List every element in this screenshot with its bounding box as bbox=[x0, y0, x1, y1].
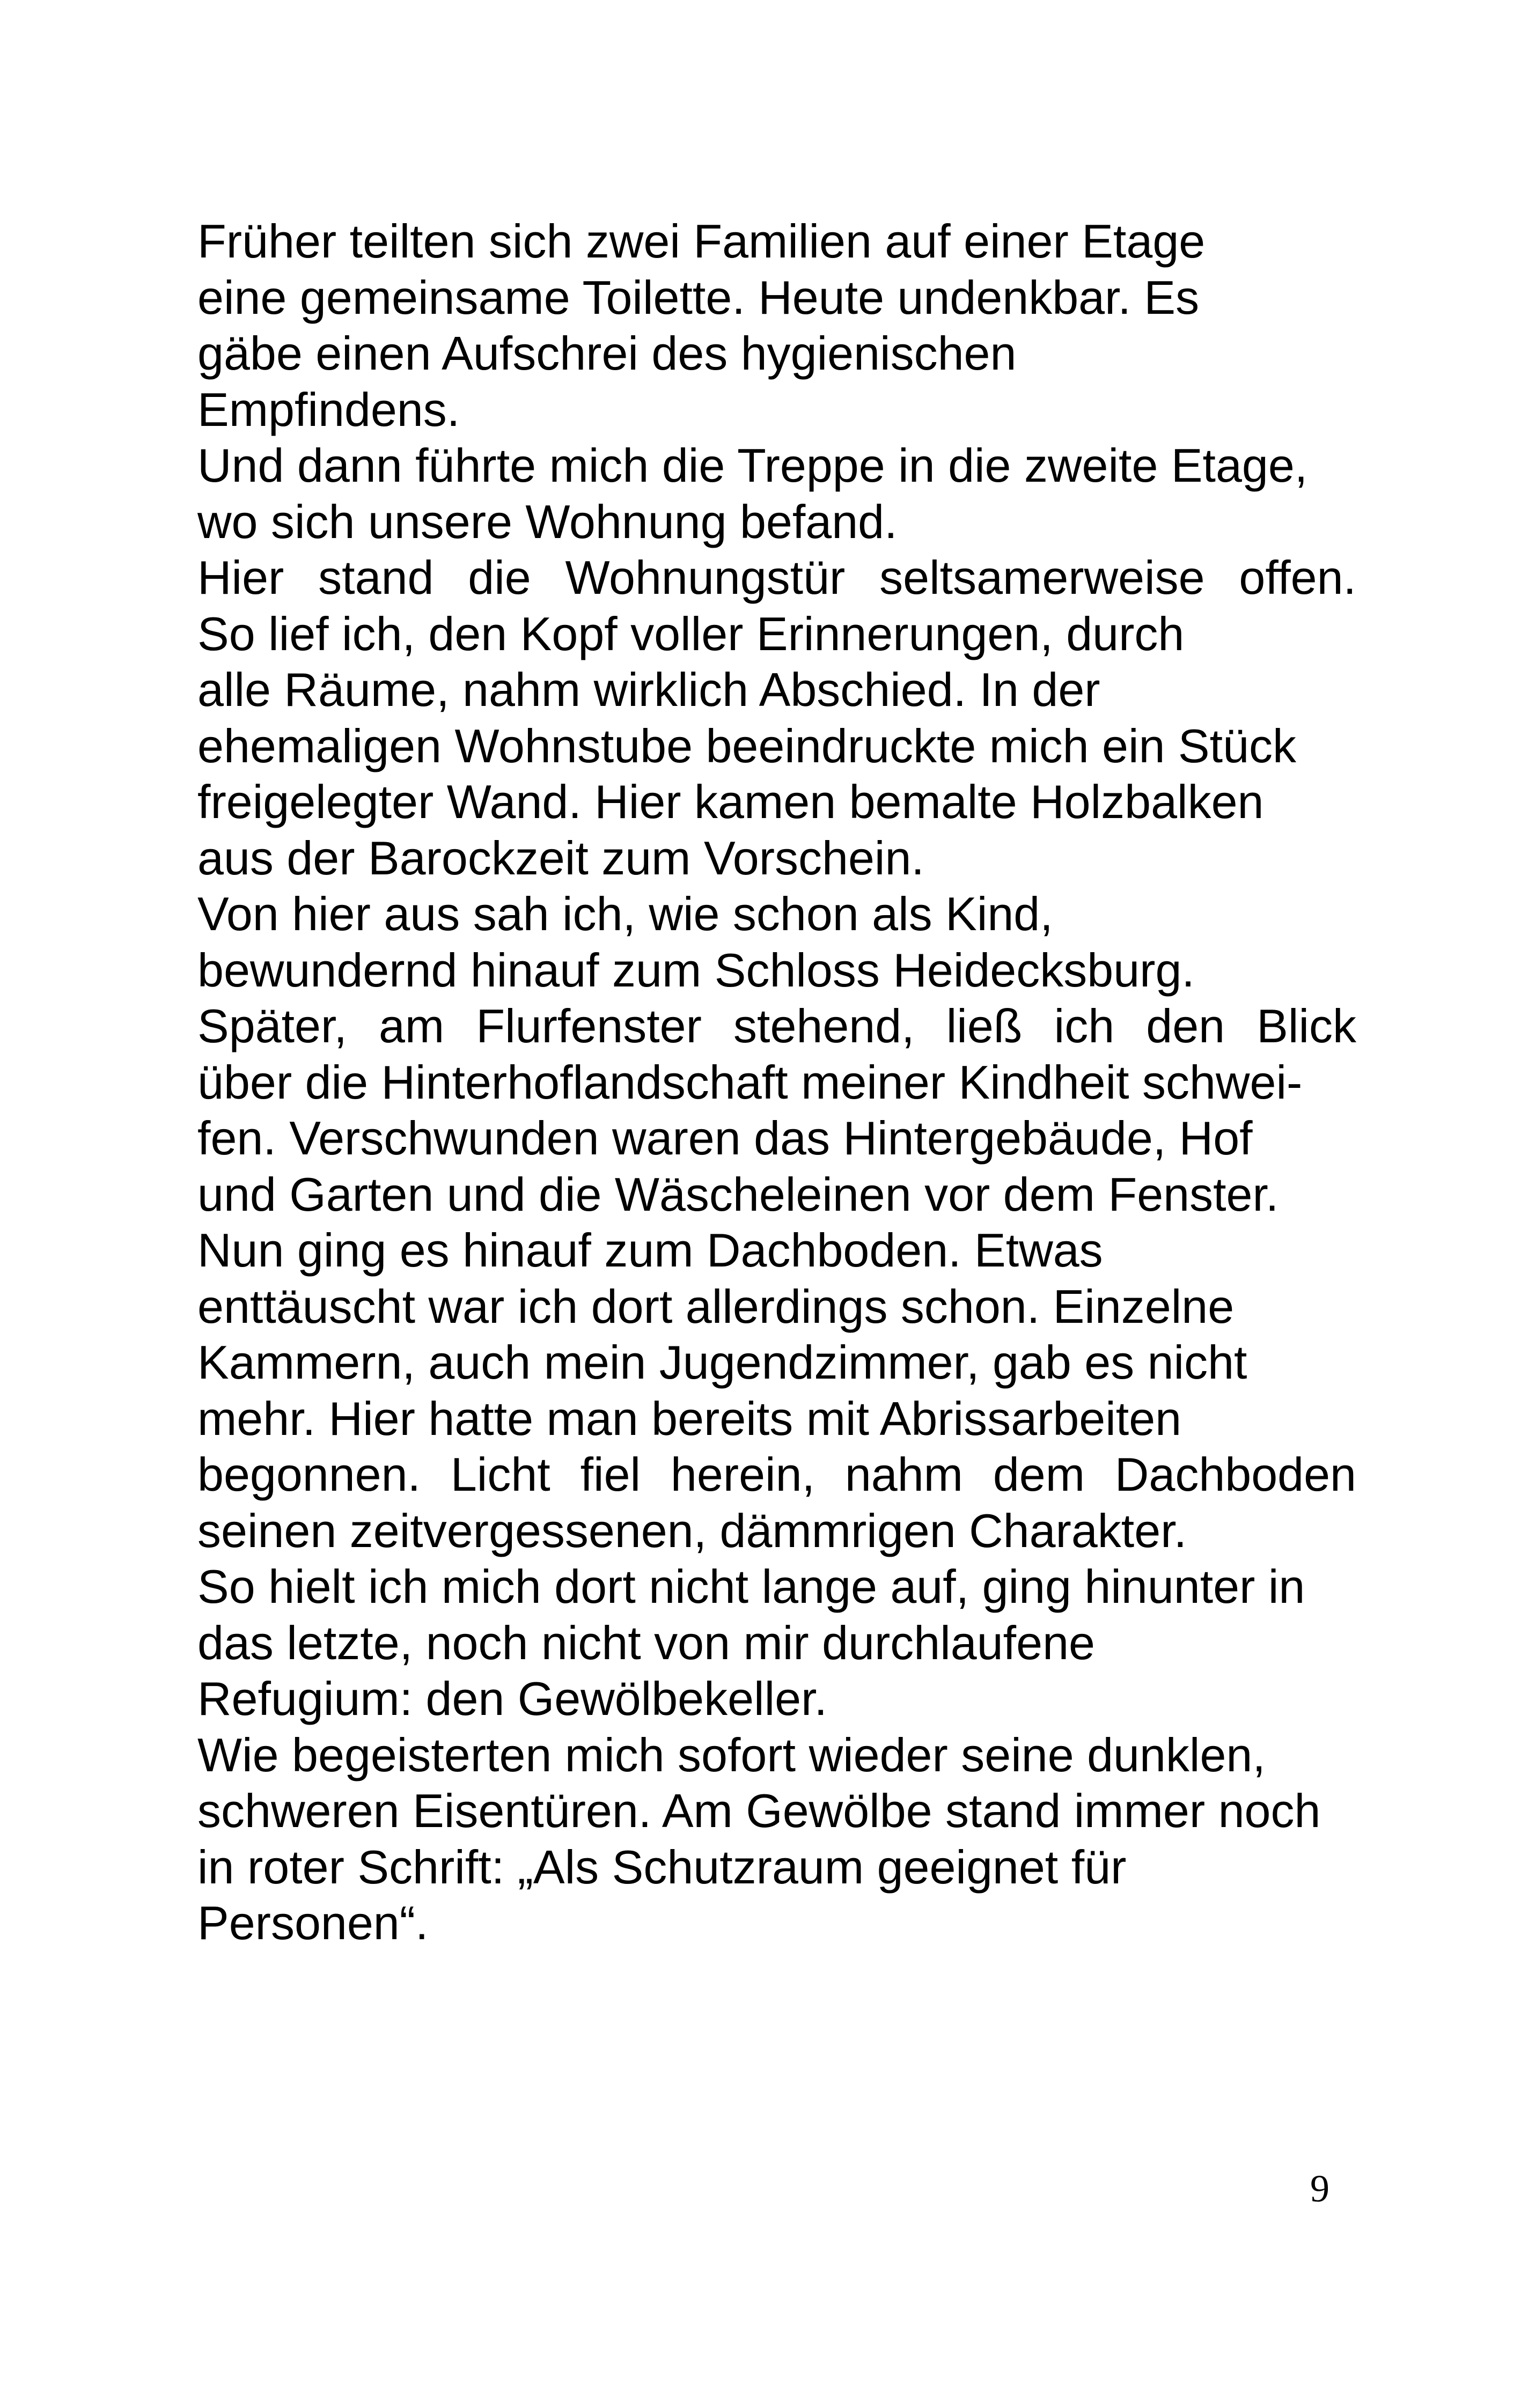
text-line: So hielt ich mich dort nicht lange auf, ging hinunter in bbox=[197, 1560, 1305, 1613]
text-line: in roter Schrift: „Als Schutzraum geeignet für bbox=[197, 1840, 1127, 1894]
text-line: Früher teilten sich zwei Familien auf einer Etage bbox=[197, 215, 1206, 268]
text-line: fen. Verschwunden waren das Hintergebäude, Hof bbox=[197, 1111, 1253, 1165]
text-line: Hier stand die Wohnungstür seltsamerweise offen. bbox=[197, 551, 1356, 604]
text-line: Von hier aus sah ich, wie schon als Kind, bbox=[197, 887, 1053, 940]
text-line: seinen zeitvergessenen, dämmrigen Charakter. bbox=[197, 1504, 1187, 1557]
text-line: das letzte, noch nicht von mir durchlaufene bbox=[197, 1616, 1095, 1669]
text-line: Refugium: den Gewölbekeller. bbox=[197, 1672, 827, 1725]
text-line: Wie begeisterten mich sofort wieder seine dunklen, bbox=[197, 1728, 1266, 1781]
text-line: Kammern, auch mein Jugendzimmer, gab es nicht bbox=[197, 1336, 1247, 1389]
text-line: wo sich unsere Wohnung befand. bbox=[197, 495, 898, 548]
body-text bbox=[197, 213, 1356, 1952]
text-line: begonnen. Licht fiel herein, nahm dem Dachboden bbox=[197, 1448, 1356, 1501]
text-line: Personen“. bbox=[197, 1896, 429, 1949]
text-line: ehemaligen Wohnstube beeindruckte mich ein Stück bbox=[197, 719, 1297, 772]
text-line: bewundernd hinauf zum Schloss Heidecksburg. bbox=[197, 943, 1195, 997]
text-line: Später, am Flurfenster stehend, ließ ich den Blick bbox=[197, 999, 1356, 1052]
text-line: freigelegter Wand. Hier kamen bemalte Holzbalken bbox=[197, 775, 1264, 828]
text-line: aus der Barockzeit zum Vorschein. bbox=[197, 831, 924, 885]
text-line: alle Räume, nahm wirklich Abschied. In der bbox=[197, 663, 1100, 716]
text-line: mehr. Hier hatte man bereits mit Abrissarbeiten bbox=[197, 1391, 1182, 1445]
text-line: Und dann führte mich die Treppe in die zweite Etage, bbox=[197, 439, 1308, 492]
text-line: eine gemeinsame Toilette. Heute undenkbar. Es bbox=[197, 270, 1200, 324]
text-line: Empfindens. bbox=[197, 382, 460, 436]
text-line: enttäuscht war ich dort allerdings schon. Einzelne bbox=[197, 1279, 1235, 1333]
text-line: schweren Eisentüren. Am Gewölbe stand immer noch bbox=[197, 1784, 1321, 1837]
text-line: und Garten und die Wäscheleinen vor dem Fenster. bbox=[197, 1167, 1279, 1221]
page-number: 9 bbox=[1310, 2167, 1329, 2210]
text-line: Nun ging es hinauf zum Dachboden. Etwas bbox=[197, 1224, 1103, 1277]
text-line: So lief ich, den Kopf voller Erinnerungen, durch bbox=[197, 607, 1185, 660]
text-line: über die Hinterhoflandschaft meiner Kindheit schwei- bbox=[197, 1055, 1303, 1109]
text-line: gäbe einen Aufschrei des hygienischen bbox=[197, 327, 1017, 380]
